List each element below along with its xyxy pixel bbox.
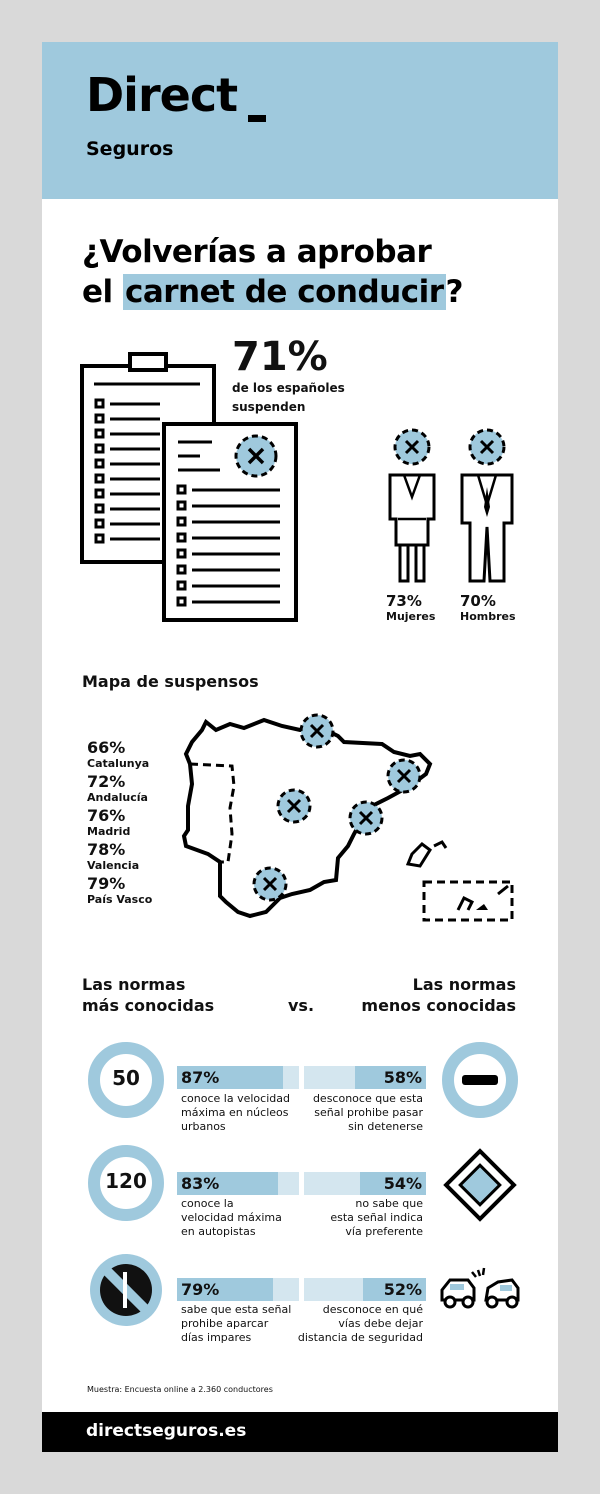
desc-line: velocidad máxima bbox=[181, 1211, 282, 1224]
region-list bbox=[87, 739, 152, 909]
map-title: Mapa de suspensos bbox=[82, 672, 259, 691]
main-stat-caption-1: de los españoles bbox=[232, 381, 345, 395]
gender-women-label: Mujeres bbox=[386, 610, 436, 623]
desc-left-row-1 bbox=[181, 1092, 290, 1134]
sign-50-number: 50 bbox=[112, 1066, 140, 1090]
bar-right-row-3-value: 52% bbox=[383, 1280, 422, 1299]
region-item bbox=[87, 807, 152, 838]
title-line-2-post: ? bbox=[445, 274, 464, 310]
bar-right-row-2 bbox=[304, 1172, 426, 1195]
man-figure-icon bbox=[458, 427, 516, 583]
desc-right-row-1 bbox=[313, 1092, 423, 1134]
region-item bbox=[87, 841, 152, 872]
gender-men-value: 70% bbox=[460, 592, 496, 610]
gender-men-label: Hombres bbox=[460, 610, 516, 623]
gender-women-value: 73% bbox=[386, 592, 422, 610]
bar-left-row-3-value: 79% bbox=[181, 1280, 220, 1299]
infographic-page bbox=[42, 42, 558, 1452]
page-title bbox=[82, 232, 463, 312]
spain-map-icon bbox=[172, 712, 522, 922]
survey-footnote: Muestra: Encuesta online a 2.360 conductores bbox=[87, 1385, 273, 1394]
comparison-right-line-2: menos conocidas bbox=[361, 996, 516, 1015]
main-stat-caption-2: suspenden bbox=[232, 400, 306, 414]
desc-left-row-2 bbox=[181, 1197, 282, 1239]
desc-line: desconoce que esta bbox=[312, 1092, 423, 1105]
desc-line: señal prohibe pasar bbox=[314, 1106, 423, 1119]
region-name: Catalunya bbox=[87, 757, 150, 770]
title-line-2 bbox=[82, 272, 463, 312]
comparison-right-heading bbox=[361, 974, 516, 1016]
desc-line: esta señal indica bbox=[330, 1211, 423, 1224]
desc-line: conoce la velocidad bbox=[181, 1092, 290, 1105]
region-value: 66% bbox=[87, 738, 126, 757]
desc-line: no sabe que bbox=[355, 1197, 423, 1210]
desc-line: sin detenerse bbox=[348, 1120, 423, 1133]
brand-logo: Direct bbox=[86, 68, 238, 122]
no-entry-sign-icon bbox=[442, 1042, 518, 1118]
bar-left-row-1-value: 87% bbox=[181, 1068, 220, 1087]
desc-right-row-3 bbox=[298, 1303, 423, 1345]
region-value: 72% bbox=[87, 772, 126, 791]
title-line-1: ¿Volverías a aprobar bbox=[82, 234, 432, 270]
main-stat-value: 71% bbox=[232, 334, 328, 380]
region-item bbox=[87, 739, 152, 770]
brand-logo-underscore bbox=[248, 115, 266, 122]
desc-line: conoce la bbox=[181, 1197, 234, 1210]
desc-line: vía preferente bbox=[345, 1225, 423, 1238]
bar-right-row-1 bbox=[304, 1066, 426, 1089]
bar-right-row-2-value: 54% bbox=[383, 1174, 422, 1193]
comparison-left-line-1: Las normas bbox=[82, 975, 186, 994]
desc-line: prohibe aparcar bbox=[181, 1317, 269, 1330]
desc-line: máxima en núcleos bbox=[181, 1106, 289, 1119]
region-value: 76% bbox=[87, 806, 126, 825]
bar-right-row-1-value: 58% bbox=[383, 1068, 422, 1087]
desc-line: urbanos bbox=[181, 1120, 226, 1133]
region-item bbox=[87, 875, 152, 906]
bar-left-row-1 bbox=[177, 1066, 299, 1089]
gender-stat-men bbox=[460, 592, 516, 623]
car-collision-icon bbox=[440, 1266, 520, 1316]
desc-line: en autopistas bbox=[181, 1225, 256, 1238]
woman-figure-icon bbox=[384, 427, 440, 583]
region-value: 79% bbox=[87, 874, 126, 893]
bar-left-row-2 bbox=[177, 1172, 299, 1195]
bar-left-row-3 bbox=[177, 1278, 299, 1301]
region-item bbox=[87, 773, 152, 804]
region-name: País Vasco bbox=[87, 893, 153, 906]
no-parking-odd-days-sign-icon bbox=[88, 1252, 164, 1328]
main-stat bbox=[232, 334, 345, 415]
bar-left-row-2-value: 83% bbox=[181, 1174, 220, 1193]
footer-bar bbox=[42, 1412, 558, 1452]
desc-line: días impares bbox=[181, 1331, 252, 1344]
desc-line: sabe que esta señal bbox=[181, 1303, 292, 1316]
comparison-left-heading bbox=[82, 974, 214, 1016]
desc-right-row-2 bbox=[330, 1197, 423, 1239]
desc-line: distancia de seguridad bbox=[297, 1331, 423, 1344]
title-line-2-pre: el bbox=[82, 274, 123, 310]
brand-subtitle: Seguros bbox=[86, 138, 174, 160]
footer-url-link[interactable]: directseguros.es bbox=[86, 1421, 247, 1441]
gender-stat-women bbox=[386, 592, 435, 623]
desc-line: vías debe dejar bbox=[338, 1317, 423, 1330]
header-banner bbox=[42, 42, 558, 199]
desc-line: desconoce en qué bbox=[322, 1303, 423, 1316]
region-name: Andalucía bbox=[87, 791, 148, 804]
region-name: Madrid bbox=[87, 825, 131, 838]
comparison-right-line-1: Las normas bbox=[412, 975, 516, 994]
priority-road-sign-icon bbox=[440, 1145, 520, 1225]
title-highlight: carnet de conducir bbox=[124, 274, 444, 310]
desc-left-row-3 bbox=[181, 1303, 291, 1345]
region-value: 78% bbox=[87, 840, 126, 859]
comparison-left-line-2: más conocidas bbox=[82, 996, 215, 1015]
comparison-vs: vs. bbox=[288, 996, 315, 1015]
region-name: Valencia bbox=[87, 859, 140, 872]
bar-right-row-3 bbox=[304, 1278, 426, 1301]
sign-120-number: 120 bbox=[105, 1169, 147, 1193]
